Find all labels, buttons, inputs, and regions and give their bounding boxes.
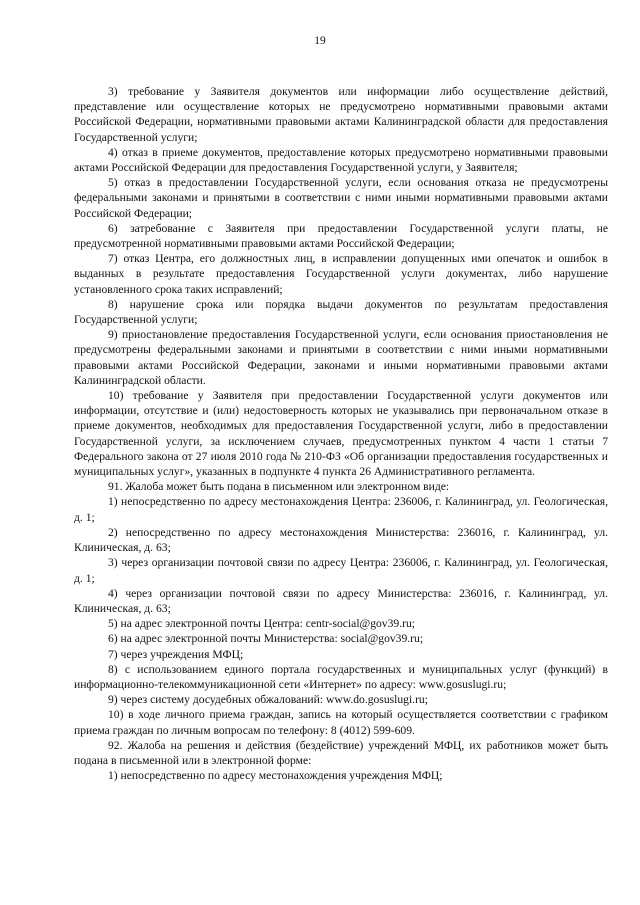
paragraph-section-91: 91. Жалоба может быть подана в письменном или электронном виде: bbox=[108, 480, 450, 494]
document-body bbox=[74, 84, 608, 783]
paragraph-item-10: 10) требование у Заявителя при предоставлении Государственной услуги документов или информации, отсутствие и (или) недостоверность которых не указывались при первоначальном отказе в приеме документов, необходимых для предоставления Государственной услуги, либо в предоставлении Государственной услуги, за исключением случаев, предусмотренных пунктом 4 части 1 статьи 7 Федерального закона от 27 июля 2010 года № 210-ФЗ «Об организации предоставления государственных и муниципальных услуг», указанных в подпункте 4 пункта 26 Административного регламента. bbox=[74, 389, 608, 479]
paragraph-item-5: 5) отказ в предоставлении Государственной услуги, если основания отказа не предусмотрены федеральными законами и принятыми в соответствии с ними иными нормативными правовыми актами Российской Федерации; bbox=[74, 176, 608, 220]
paragraph-91-item-10: 10) в ходе личного приема граждан, запись на который осуществляется соответствии с графиком приема граждан по личным вопросам по телефону: 8 (4012) 599-609. bbox=[74, 708, 608, 737]
paragraph-item-8: 8) нарушение срока или порядка выдачи документов по результатам предоставления Государственной услуги; bbox=[74, 297, 608, 327]
paragraph-item-6: 6) затребование с Заявителя при предоставлении Государственной услуги платы, не предусмотренной нормативными правовыми актами Российской Федерации; bbox=[74, 221, 608, 251]
paragraph-91-item-1: 1) непосредственно по адресу местонахождения Центра: 236006, г. Калининград, ул. Геологическая, д. 1; bbox=[74, 495, 608, 524]
paragraph-item-3: 3) требование у Заявителя документов или информации либо осуществление действий, представление или осуществление которых не предусмотрено нормативными правовыми актами Российской Федерации, нормативными правовыми актами Калининградской области для предоставления Государственной услуги; bbox=[74, 85, 608, 144]
paragraph-92-item-1: 1) непосредственно по адресу местонахождения учреждения МФЦ; bbox=[108, 769, 443, 783]
page-number: 19 bbox=[314, 35, 326, 47]
paragraph-item-9: 9) приостановление предоставления Государственной услуги, если основания приостановления не предусмотрены федеральными законами и принятыми в соответствии с ними иными нормативными правовыми актами Российской Федерации, законами и иными нормативными правовыми актами Калининградской области. bbox=[74, 328, 608, 387]
paragraph-91-item-6: 6) на адрес электронной почты Министерства: social@gov39.ru; bbox=[108, 632, 424, 646]
paragraph-91-item-4: 4) через организации почтовой связи по адресу Министерства: 236016, г. Калининград, ул. Клиническая, д. 63; bbox=[74, 586, 608, 615]
paragraph-section-92: 92. Жалоба на решения и действия (бездействие) учреждений МФЦ, их работников может быть подана в письменной или в электронной форме: bbox=[74, 738, 608, 767]
paragraph-91-item-7: 7) через учреждения МФЦ; bbox=[108, 647, 244, 661]
paragraph-item-7: 7) отказ Центра, его должностных лиц, в исправлении допущенных ими опечаток и ошибок в выданных в результате предоставления Государственной услуги документах, либо нарушение установленного срока таких исправлений; bbox=[74, 252, 608, 296]
paragraph-91-item-5: 5) на адрес электронной почты Центра: centr-social@gov39.ru; bbox=[108, 617, 415, 631]
paragraph-91-item-3: 3) через организации почтовой связи по адресу Центра: 236006, г. Калининград, ул. Геологическая, д. 1; bbox=[74, 556, 608, 585]
paragraph-item-4: 4) отказ в приеме документов, предоставление которых предусмотрено нормативными правовыми актами Российской Федерации для предоставления Государственной услуги, у Заявителя; bbox=[74, 145, 608, 175]
paragraph-91-item-9: 9) через систему досудебных обжалований: www.do.gosuslugi.ru; bbox=[108, 693, 428, 707]
paragraph-91-item-8: 8) с использованием единого портала государственных и муниципальных услуг (функций) в информационно-телекоммуникационной сети «Интернет» по адресу: www.gosuslugi.ru; bbox=[74, 662, 608, 691]
paragraph-91-item-2: 2) непосредственно по адресу местонахождения Министерства: 236016, г. Калининград, ул. Клиническая, д. 63; bbox=[74, 525, 608, 555]
